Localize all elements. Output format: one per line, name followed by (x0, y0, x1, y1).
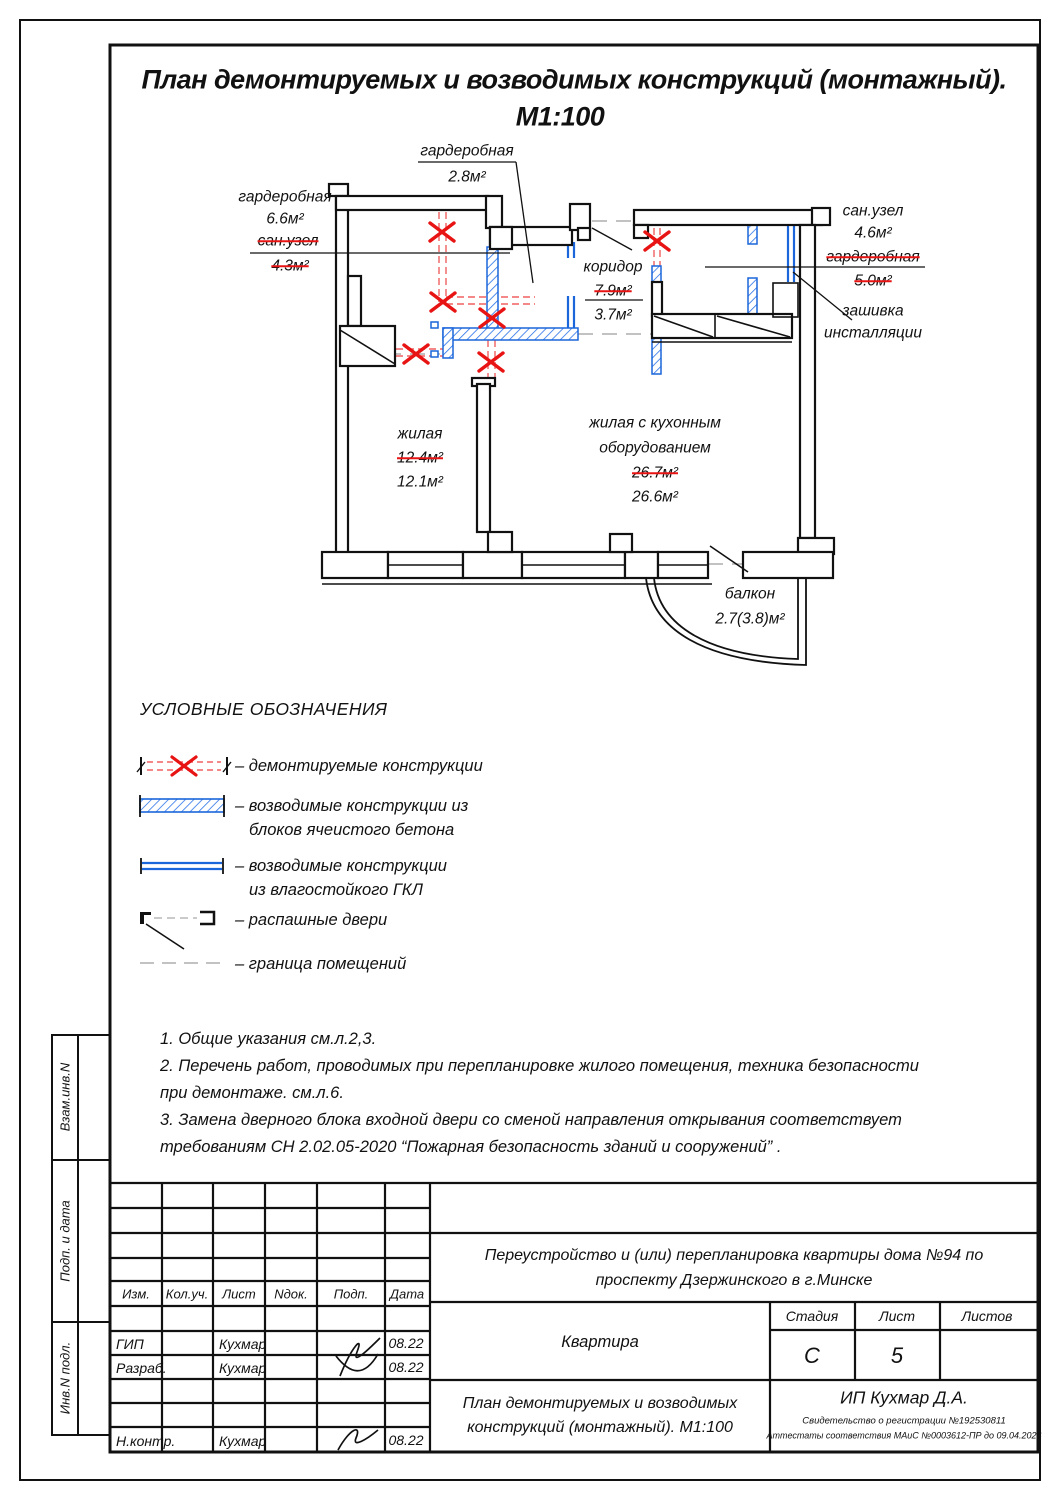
sheets-label: Листов (961, 1308, 1013, 1324)
note-line: при демонтаже. см.л.6. (160, 1084, 344, 1102)
note-line: 1. Общие указания см.л.2,3. (160, 1030, 377, 1048)
stamp-name: Кухмар (219, 1360, 267, 1376)
room-label-struck: гардеробная (826, 248, 920, 266)
room-area: 2.7(3.8)м² (715, 610, 785, 628)
stamp-col-data: Дата (389, 1286, 425, 1302)
new-wall-clips (431, 322, 438, 357)
stamp-role: Разраб. (116, 1360, 167, 1376)
room-area: 2.8м² (448, 168, 486, 186)
stamp-date: 08.22 (388, 1359, 424, 1375)
room-label: сан.узел (842, 202, 904, 220)
general-notes (160, 1026, 919, 1161)
room-label: гардеробная (238, 188, 332, 206)
room-label: коридор (583, 258, 643, 276)
legend-item-label: – демонтируемые конструкции (235, 757, 483, 775)
note-line: 2. Перечень работ, проводимых при перепланировке жилого помещения, техника безопасности (160, 1057, 919, 1075)
room-label: балкон (724, 585, 776, 603)
legend-item-label: блоков ячеистого бетона (249, 821, 455, 839)
legend-heading: УСЛОВНЫЕ ОБОЗНАЧЕНИЯ (140, 699, 388, 719)
stamp-date: 08.22 (388, 1335, 424, 1351)
stamp-col-podp: Подп. (333, 1286, 369, 1302)
room-area: 6.6м² (266, 210, 304, 228)
stamp-col-ndok: Nдок. (274, 1286, 308, 1302)
company-cert-2: Аттестаты соответствия МАиС №0003612-ПР до 09.04.2026 (766, 1430, 1042, 1441)
legend-item-label: – возводимые конструкции (235, 857, 447, 875)
stamp-date: 08.22 (388, 1432, 424, 1448)
room-boundary-lines (386, 221, 744, 564)
room-area-struck: 12.4м² (397, 449, 443, 467)
stage-label: Стадия (785, 1308, 839, 1324)
stamp-col-izm: Изм. (122, 1286, 150, 1302)
project-name: Переустройство и (или) перепланировка квартиры дома №94 по проспекту Дзержинского в г.Минске (484, 1247, 984, 1289)
room-label: жилая (397, 425, 443, 443)
legend-item-label: – возводимые конструкции из (235, 797, 469, 815)
room-label-struck: сан.узел (257, 232, 319, 250)
stamp-col-koluch: Кол.уч. (165, 1286, 209, 1302)
legend-demolished-symbol (137, 757, 231, 775)
object-name: Квартира (561, 1332, 639, 1351)
room-label: жилая с кухонным (589, 414, 721, 432)
sheet-title: План демонтируемых и возводимых конструкций (монтажный). (141, 64, 1007, 95)
sidebar-label-inv-podl: Инв.N подл. (57, 1341, 73, 1415)
room-area: 26.6м² (632, 488, 678, 506)
company-name: ИП Кухмар Д.А. (840, 1387, 968, 1408)
room-area-struck: 5.0м² (854, 272, 892, 290)
room-area: 3.7м² (594, 306, 632, 324)
legend-item-label: – граница помещений (235, 955, 407, 973)
stamp-role: ГИП (116, 1336, 144, 1352)
room-area: 12.1м² (397, 473, 443, 491)
company-cert-1: Свидетельство о регистрации №192530811 (802, 1415, 1006, 1427)
sidebar-label-podp-data: Подп. и дата (57, 1200, 73, 1282)
legend-item-label: – распашные двери (235, 911, 388, 929)
drawing-title: конструкций (монтажный). М1:100 (467, 1419, 733, 1436)
room-label: оборудованием (599, 439, 711, 457)
stamp-name: Кухмар (219, 1336, 267, 1352)
callout-label: инсталляции (824, 324, 922, 342)
room-area-struck: 26.7м² (632, 464, 678, 482)
stamp-role: Н.контр. (116, 1433, 176, 1449)
stage-value: С (804, 1343, 820, 1368)
sheet-label: Лист (878, 1308, 916, 1324)
room-area-struck: 4.3м² (271, 257, 309, 275)
stamp-col-list: Лист (222, 1286, 256, 1302)
sheet-value: 5 (890, 1343, 904, 1368)
legend-swing-doors-symbol (140, 912, 214, 949)
floor-plan (250, 162, 925, 665)
room-label: гардеробная (420, 142, 514, 160)
drawing-title: План демонтируемых и возводимых (462, 1395, 738, 1412)
legend-aerated-concrete-symbol (140, 795, 224, 817)
note-line: требованиям СН 2.02.05-2020 “Пожарная безопасность зданий и сооружений” . (160, 1138, 782, 1156)
legend-item-label: из влагостойкого ГКЛ (249, 881, 423, 899)
room-area: 4.6м² (854, 224, 892, 242)
sidebar-label-vzam-inv: Взам.инв.N (57, 1062, 73, 1132)
note-line: 3. Замена дверного блока входной двери со сменой направления открывания соответствует (160, 1111, 902, 1129)
room-area-struck: 7.9м² (594, 282, 632, 300)
stamp-name: Кухмар (219, 1433, 267, 1449)
sheet-scale: М1:100 (515, 101, 605, 132)
legend-gkl-symbol (141, 858, 223, 874)
legend-symbols (137, 757, 231, 963)
callout-label: зашивка (842, 302, 904, 320)
